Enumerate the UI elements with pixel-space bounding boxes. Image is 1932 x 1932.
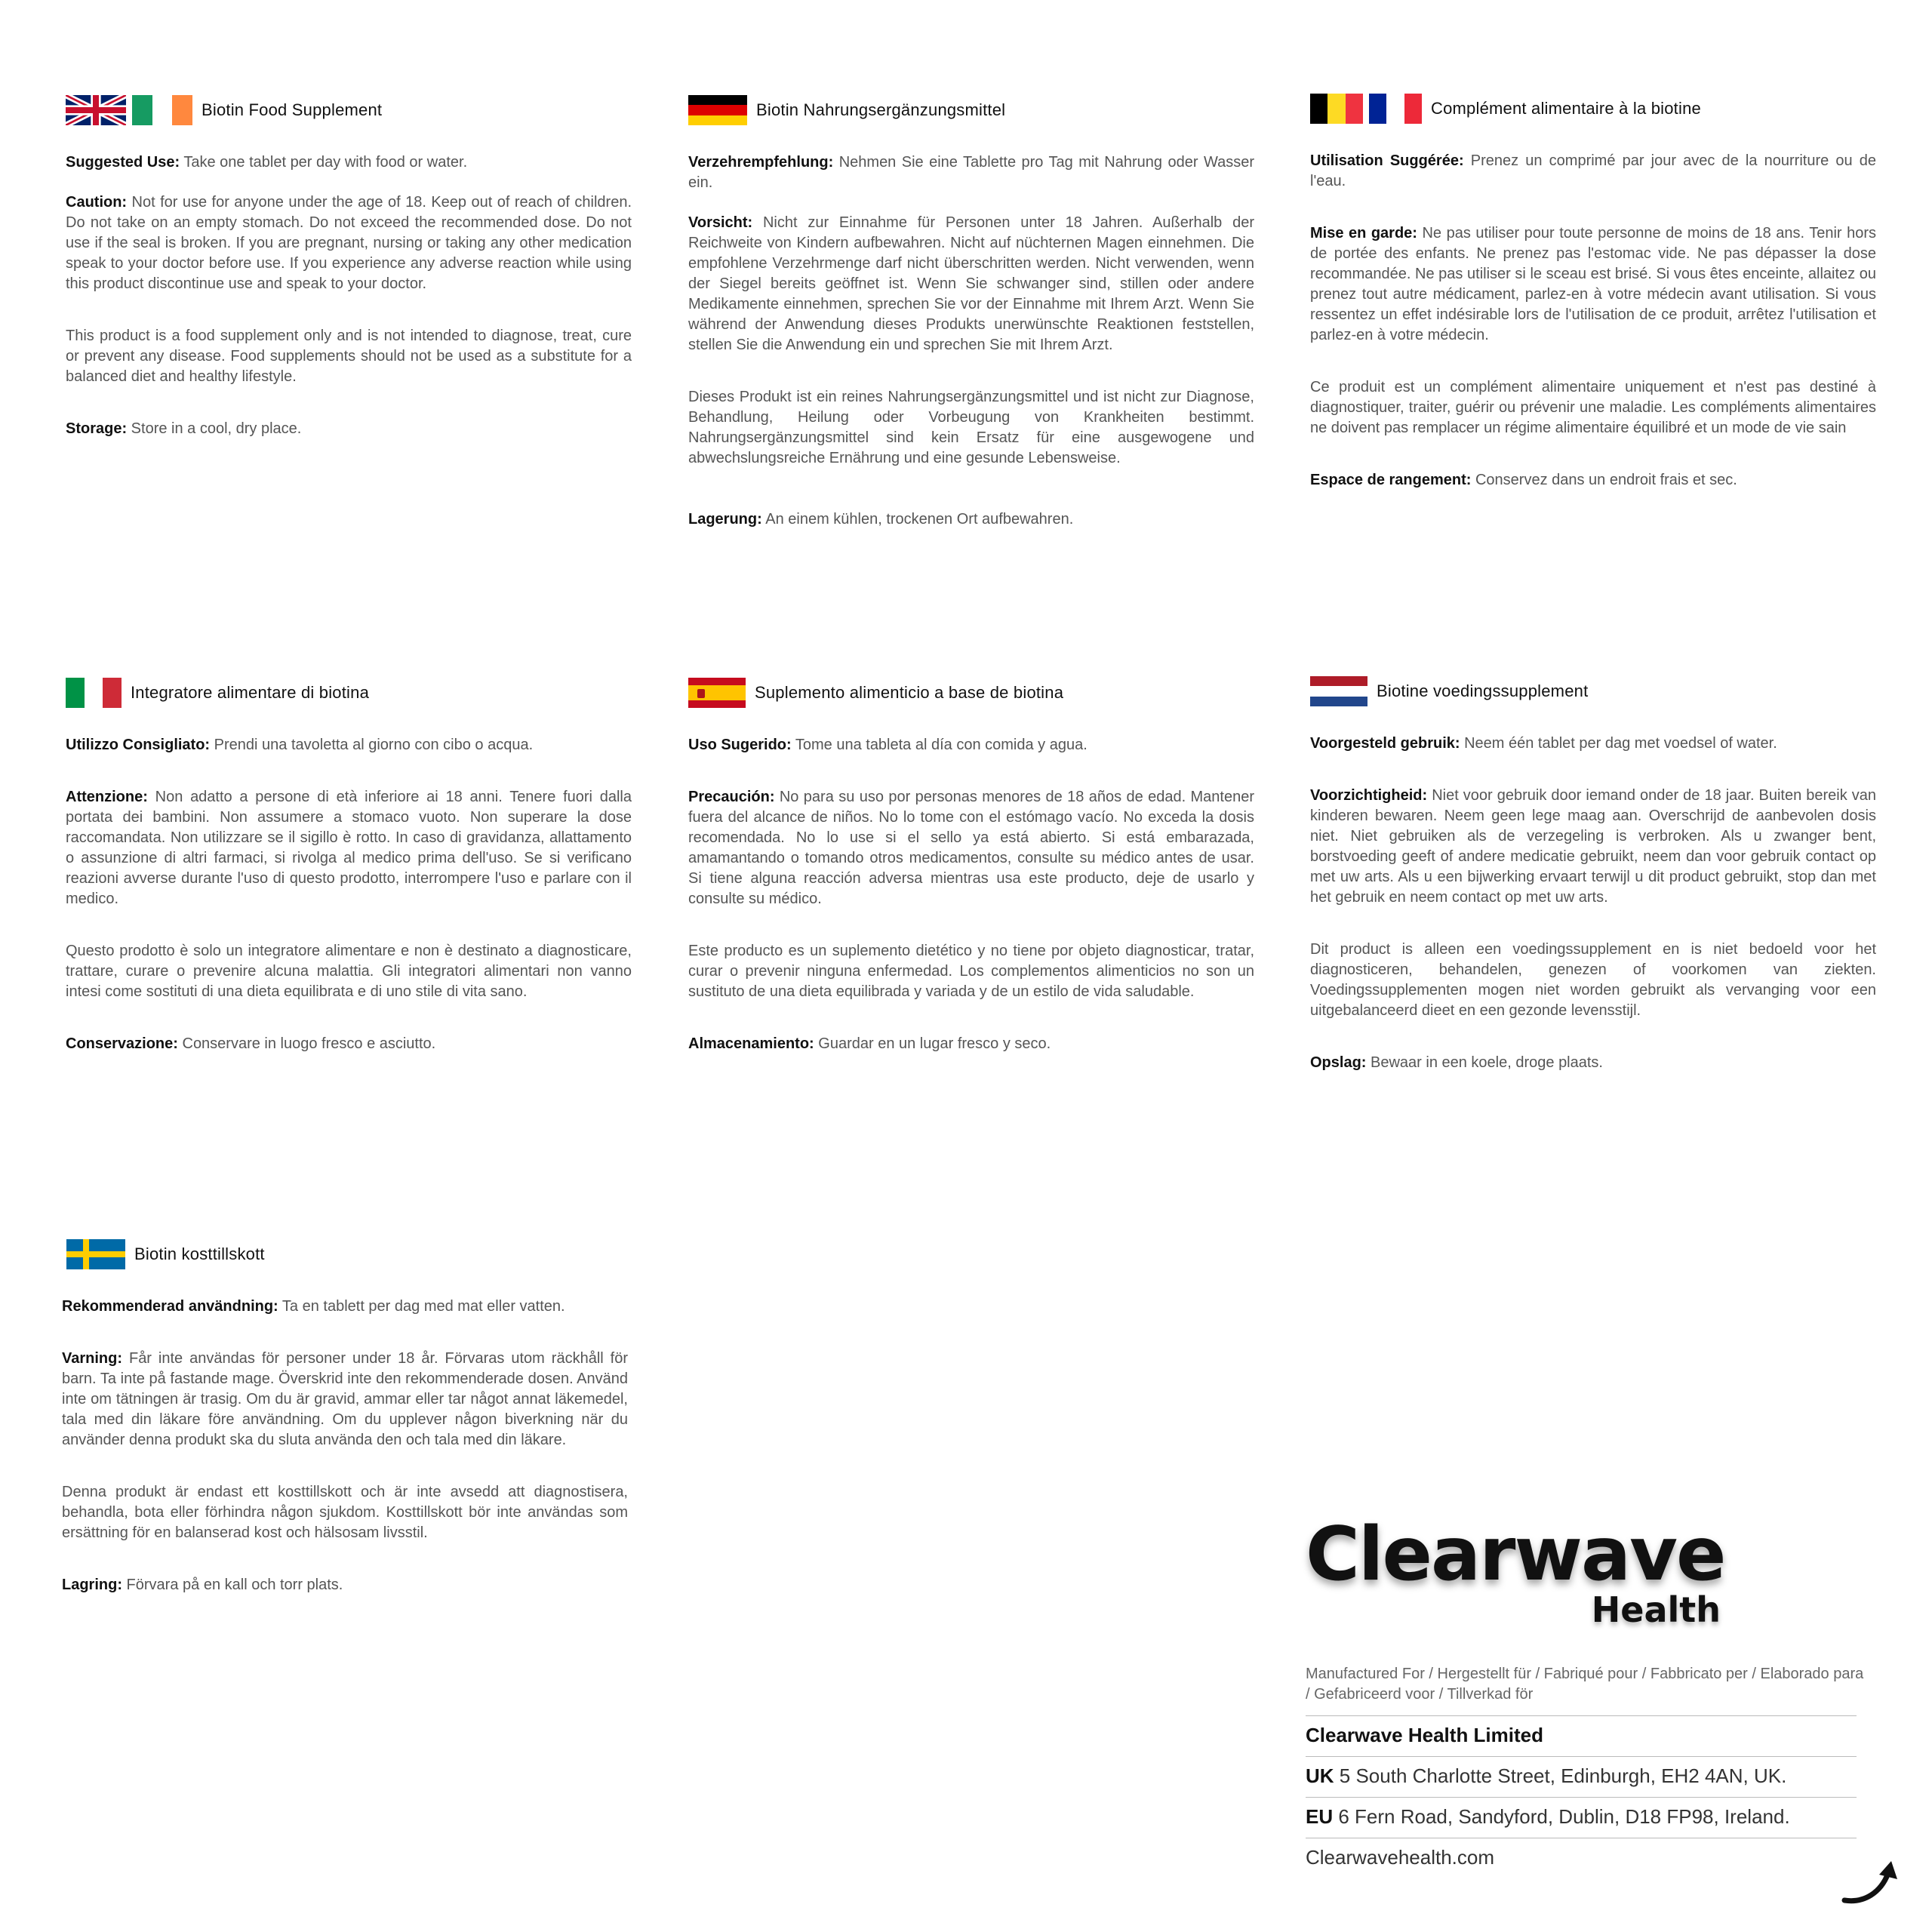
website-link[interactable]: Clearwavehealth.com bbox=[1306, 1838, 1857, 1878]
section-title: Suplemento alimenticio a base de biotina bbox=[755, 683, 1064, 702]
caution: Caution: Not for use for anyone under the age of 18. Keep out of reach of children. Do not take on an empty stomach. Do not exceed the recommended dose. Do not use if the seal is broken. If you are pregnant, nursing or taking any other medication speak to your doctor before use. If you experience any adverse reaction while using this product discontinue use and speak to your doctor. bbox=[66, 194, 632, 292]
sweden-flag-icon bbox=[66, 1239, 125, 1269]
section-header bbox=[688, 676, 1254, 709]
section-english bbox=[66, 94, 632, 459]
netherlands-flag-icon bbox=[1310, 676, 1367, 706]
storage: Almacenamiento: Guardar en un lugar fresco y seco. bbox=[688, 1035, 1051, 1052]
suggested-use: Uso Sugerido: Tome una tableta al día con comida y agua. bbox=[688, 737, 1088, 753]
suggested-use: Utilisation Suggérée: Prenez un comprimé par jour avec de la nourriture ou de l'eau. bbox=[1310, 152, 1877, 189]
section-title: Biotin kosttillskott bbox=[134, 1244, 265, 1263]
section-header bbox=[1310, 92, 1876, 125]
belgium-flag-icon bbox=[1310, 94, 1363, 124]
section-spanish bbox=[688, 676, 1254, 1074]
brand-logo bbox=[1306, 1512, 1728, 1630]
suggested-use: Suggested Use: Take one tablet per day with food or water. bbox=[66, 154, 468, 171]
curved-arrow-icon bbox=[1841, 1857, 1909, 1913]
section-german bbox=[688, 94, 1254, 549]
manufactured-for-note: Manufactured For / Hergestellt für / Fabriqué pour / Fabbricato per / Elaborado para / Gefabriceerd voor / Tillverkad för bbox=[1306, 1666, 1864, 1703]
manufacturer-info bbox=[1306, 1664, 1872, 1878]
disclaimer: Dieses Produkt ist ein reines Nahrungsergänzungsmittel und ist nicht zur Diagnose, Behandlung, Heilung oder Vorbeugung von Krankheiten bestimmt. Nahrungsergänzungsmittel sind kein Ersatz für eine ausgewogene und abwechslungsreiche Ernährung und eine gesunde Lebensweise. bbox=[688, 389, 1254, 466]
suggested-use: Voorgesteld gebruik: Neem één tablet per dag met voedsel of water. bbox=[1310, 735, 1777, 752]
section-header bbox=[66, 94, 632, 127]
storage: Lagerung: An einem kühlen, trockenen Ort aufbewahren. bbox=[688, 511, 1074, 528]
suggested-use: Rekommenderad användning: Ta en tablett per dag med mat eller vatten. bbox=[62, 1298, 565, 1315]
caution: Precaución: No para su uso por personas menores de 18 años de edad. Mantener fuera del alcance de niños. No lo tome con el estómago vacío. No exceda la dosis recomendada. No lo use si el sello ya está abierto. Si está embarazada, amamantando o tomando otros medicamentos, consulte su médico antes de usar. Si tiene alguna reacción adversa mientras usa este producto, deje de usarlo y consulte su médico. bbox=[688, 789, 1254, 907]
storage: Storage: Store in a cool, dry place. bbox=[66, 420, 302, 437]
ireland-flag-icon bbox=[132, 95, 192, 125]
caution: Voorzichtigheid: Niet voor gebruik door iemand onder de 18 jaar. Buiten bereik van kinderen bewaren. Neem geen lege maag aan. Overschrijd de aanbevolen dosis niet. Niet gebruiken als de verzegeling is verbroken. Als u zwanger bent, borstvoeding geeft of andere medicatie gebruikt, neem dan voor gebruik contact op met uw arts. Als u een bijwerking ervaart terwijl u dit product gebruikt, stop dan met het gebruik en neem contact op met uw arts. bbox=[1310, 787, 1876, 906]
uk-address: UK 5 South Charlotte Street, Edinburgh, EH2 4AN, UK. bbox=[1306, 1756, 1857, 1797]
caution: Mise en garde: Ne pas utiliser pour toute personne de moins de 18 ans. Tenir hors de portée des enfants. Ne prenez pas l'estomac vide. Ne pas dépasser la dose recommandée. Ne pas utiliser si le sceau est brisé. Si vous êtes enceinte, allaitez ou prenez tout autre médicament, parlez-en à votre médecin avant utilisation. Si vous ressentez un effet indésirable lors de l'utilisation de ce produit, arrêtez l'utilisation et parlez-en à votre médecin. bbox=[1310, 225, 1876, 343]
section-swedish bbox=[62, 1238, 628, 1615]
eu-address: EU 6 Fern Road, Sandyford, Dublin, D18 FP98, Ireland. bbox=[1306, 1797, 1857, 1838]
spain-flag-icon bbox=[688, 678, 746, 708]
section-dutch bbox=[1310, 675, 1876, 1093]
section-italian bbox=[66, 676, 632, 1074]
caution: Attenzione: Non adatto a persone di età inferiore ai 18 anni. Tenere fuori dalla portata dei bambini. Non assumere a stomaco vuoto. Non superare la dose raccomandata. Non utilizzare se il sigillo è rotto. In caso di gravidanza, allattamento o assunzione di altri farmaci, si rivolga al medico prima dell'uso. Se si verificano reazioni avverse durante l'uso di questo prodotto, interrompere l'uso e parlare con il medico. bbox=[66, 789, 632, 907]
logo-wordmark: Clearwave bbox=[1306, 1512, 1725, 1598]
storage: Conservazione: Conservare in luogo fresco e asciutto. bbox=[66, 1035, 436, 1052]
caution: Varning: Får inte användas för personer under 18 år. Förvaras utom räckhåll för barn. Ta inte på fastande mage. Överskrid inte den rekommenderade dosen. Använd inte om tätningen är trasig. Om du är gravid, ammar eller tar något annat läkemedel, tala med din läkare före användning. Om du upplever någon biverkning när du använder denna produkt ska du sluta använda den och tala med din läkare. bbox=[62, 1350, 628, 1448]
storage: Lagring: Förvara på en kall och torr plats. bbox=[62, 1577, 343, 1593]
italy-flag-icon bbox=[66, 678, 122, 708]
disclaimer: This product is a food supplement only and is not intended to diagnose, treat, cure or prevent any disease. Food supplements should not be used as a substitute for a balanced diet and healthy lifestyle. bbox=[66, 328, 632, 385]
suggested-use: Verzehrempfehlung: Nehmen Sie eine Tablette pro Tag mit Nahrung oder Wasser ein. bbox=[688, 154, 1254, 191]
logo-subtitle: Health bbox=[1591, 1589, 1721, 1630]
france-flag-icon bbox=[1369, 94, 1422, 124]
section-header bbox=[1310, 675, 1876, 708]
disclaimer: Este producto es un suplemento dietético y no tiene por objeto diagnosticar, tratar, curar o prevenir ninguna enfermedad. Los complementos alimenticios no son un sustituto de una dieta equilibrada y variada y de un estilo de vida saludable. bbox=[688, 943, 1254, 1000]
company-name: Clearwave Health Limited bbox=[1306, 1715, 1857, 1756]
disclaimer: Questo prodotto è solo un integratore alimentare e non è destinato a diagnosticare, trattare, curare o prevenire alcuna malattia. Gli integratori alimentari non vanno intesi come sostituti di una dieta equilibrata e di uno stile di vita sano. bbox=[66, 943, 632, 1000]
section-title: Biotin Food Supplement bbox=[202, 100, 383, 119]
section-title: Complément alimentaire à la biotine bbox=[1431, 99, 1701, 118]
disclaimer: Denna produkt är endast ett kosttillskott och är inte avsedd att diagnostisera, behandla, bota eller förhindra någon sjukdom. Kosttillskott bör inte användas som ersättning för en balanserad kost och hälsosam livsstil. bbox=[62, 1484, 628, 1541]
storage: Opslag: Bewaar in een koele, droge plaats. bbox=[1310, 1054, 1603, 1071]
suggested-use: Utilizzo Consigliato: Prendi una tavoletta al giorno con cibo o acqua. bbox=[66, 737, 534, 753]
storage: Espace de rangement: Conservez dans un endroit frais et sec. bbox=[1310, 472, 1737, 488]
disclaimer: Dit product is alleen een voedingssupplement en is niet bedoeld voor het diagnosticeren, behandelen, genezen of voorkomen van ziekten. Voedingssupplementen mogen niet worden gebruikt als vervanging voor een uitgebalanceerd dieet en een gezonde levensstijl. bbox=[1310, 941, 1876, 1019]
section-title: Biotine voedingssupplement bbox=[1377, 681, 1589, 700]
germany-flag-icon bbox=[688, 95, 747, 125]
section-title: Biotin Nahrungsergänzungsmittel bbox=[756, 100, 1006, 119]
section-french bbox=[1310, 92, 1876, 510]
caution: Vorsicht: Nicht zur Einnahme für Personen unter 18 Jahren. Außerhalb der Reichweite von Kindern aufbewahren. Nicht auf nüchternen Magen einnehmen. Die empfohlene Verzehrmenge darf nicht überschritten werden. Nicht verwenden, wenn der Siegel bereits geöffnet ist. Wenn Sie schwanger sind, stillen oder andere Medikamente einnehmen, sprechen Sie vor der Einnahme mit Ihrem Arzt. Wenn Sie während der Anwendung dieses Produkts unerwünschte Reaktionen feststellen, stellen Sie die Anwendung ein und sprechen Sie mit Ihrem Arzt. bbox=[688, 214, 1254, 353]
section-header bbox=[66, 676, 632, 709]
section-title: Integratore alimentare di biotina bbox=[131, 683, 370, 702]
uk-flag-icon bbox=[66, 95, 126, 125]
disclaimer: Ce produit est un complément alimentaire uniquement et n'est pas destiné à diagnostiquer, traiter, guérir ou prévenir une maladie. Les compléments alimentaires ne doivent pas remplacer un régime alimentaire équilibré et un mode de vie sain bbox=[1310, 379, 1876, 436]
section-header bbox=[62, 1238, 628, 1271]
section-header bbox=[688, 94, 1254, 127]
